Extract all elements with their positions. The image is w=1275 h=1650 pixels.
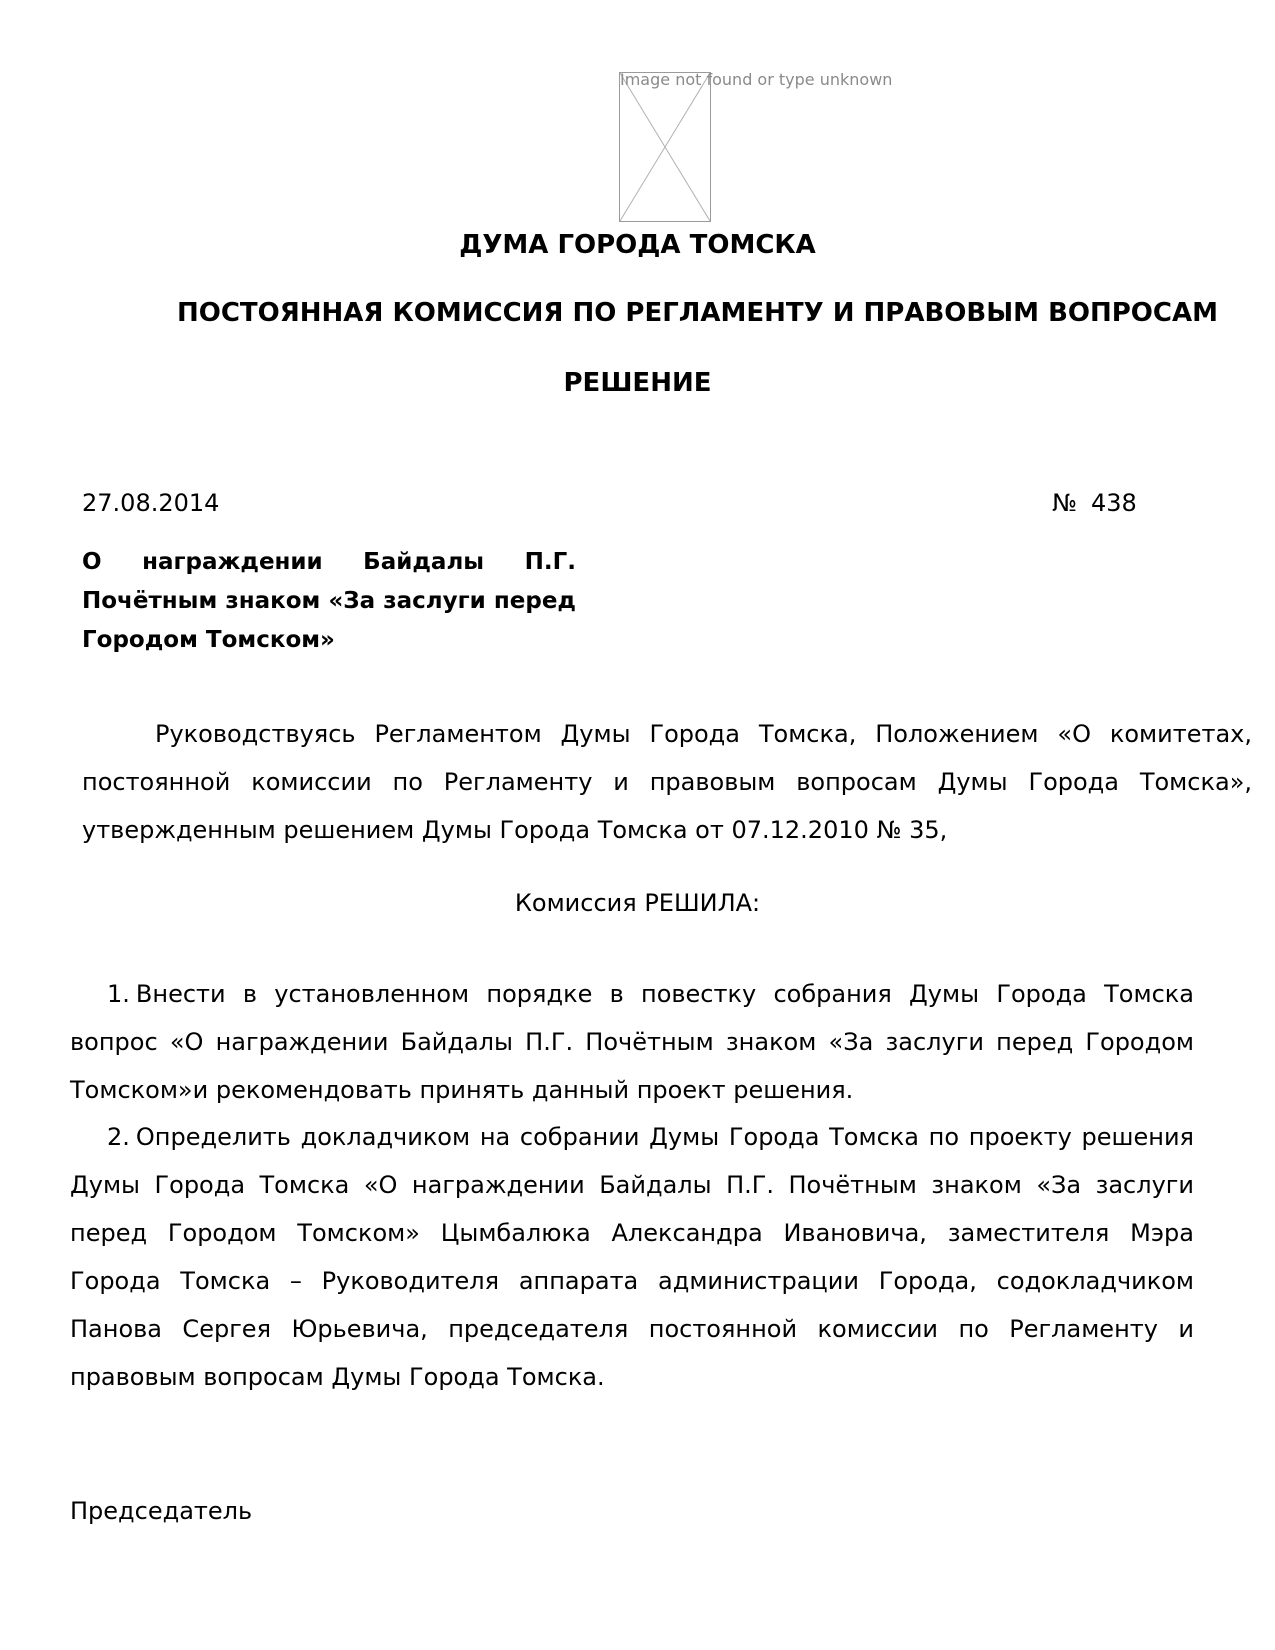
resolved-label: Комиссия РЕШИЛА: <box>514 889 761 917</box>
broken-image-icon <box>620 73 710 221</box>
image-alt-text: Image not found or type unknown <box>620 70 893 89</box>
preamble-paragraph: Руководствуясь Регламентом Думы Города Томска, Положением «О комитетах, постоянной комиссии по Регламенту и правовым вопросам Думы Города Томска», утвержденным решением Думы Города Томска от 07.12.2010 № 35, <box>82 720 1252 844</box>
item-text: Внести в установленном порядке в повестку собрания Думы Города Томска вопрос «О награждении Байдалы П.Г. Почётным знаком «За заслуги перед Городом Томском»и рекомендовать принять данный проект решения. <box>70 980 1194 1104</box>
decision-subject: О награждении Байдалы П.Г. Почётным знаком «За заслуги перед Городом Томском» <box>82 549 576 653</box>
decision-number <box>1052 489 1137 517</box>
item-number: 2. <box>107 1123 130 1151</box>
commission-name-heading: ПОСТОЯННАЯ КОМИССИЯ ПО РЕГЛАМЕНТУ И ПРАВОВЫМ ВОПРОСАМ <box>176 298 1218 328</box>
document-type-heading: РЕШЕНИЕ <box>563 368 712 398</box>
signer-title: Председатель <box>70 1497 253 1525</box>
decision-date: 27.08.2014 <box>82 489 220 517</box>
number-sign: № <box>1052 489 1077 517</box>
item-number: 1. <box>107 980 130 1008</box>
number-value: 438 <box>1090 489 1137 517</box>
resolution-item <box>70 1113 1194 1401</box>
resolution-item <box>70 970 1194 1114</box>
item-text: Определить докладчиком на собрании Думы Города Томска по проекту решения Думы Города Томска «О награждении Байдалы П.Г. Почётным знаком «За заслуги перед Городом Томском» Цымбалюка Александра Ивановича, заместителя Мэра Города Томска – Руководителя аппарата администрации Города, содокладчиком Панова Сергея Юрьевича, председателя постоянной комиссии по Регламенту и правовым вопросам Думы Города Томска. <box>70 1123 1194 1391</box>
broken-image-placeholder <box>619 72 711 222</box>
org-name-heading: ДУМА ГОРОДА ТОМСКА <box>459 230 816 260</box>
